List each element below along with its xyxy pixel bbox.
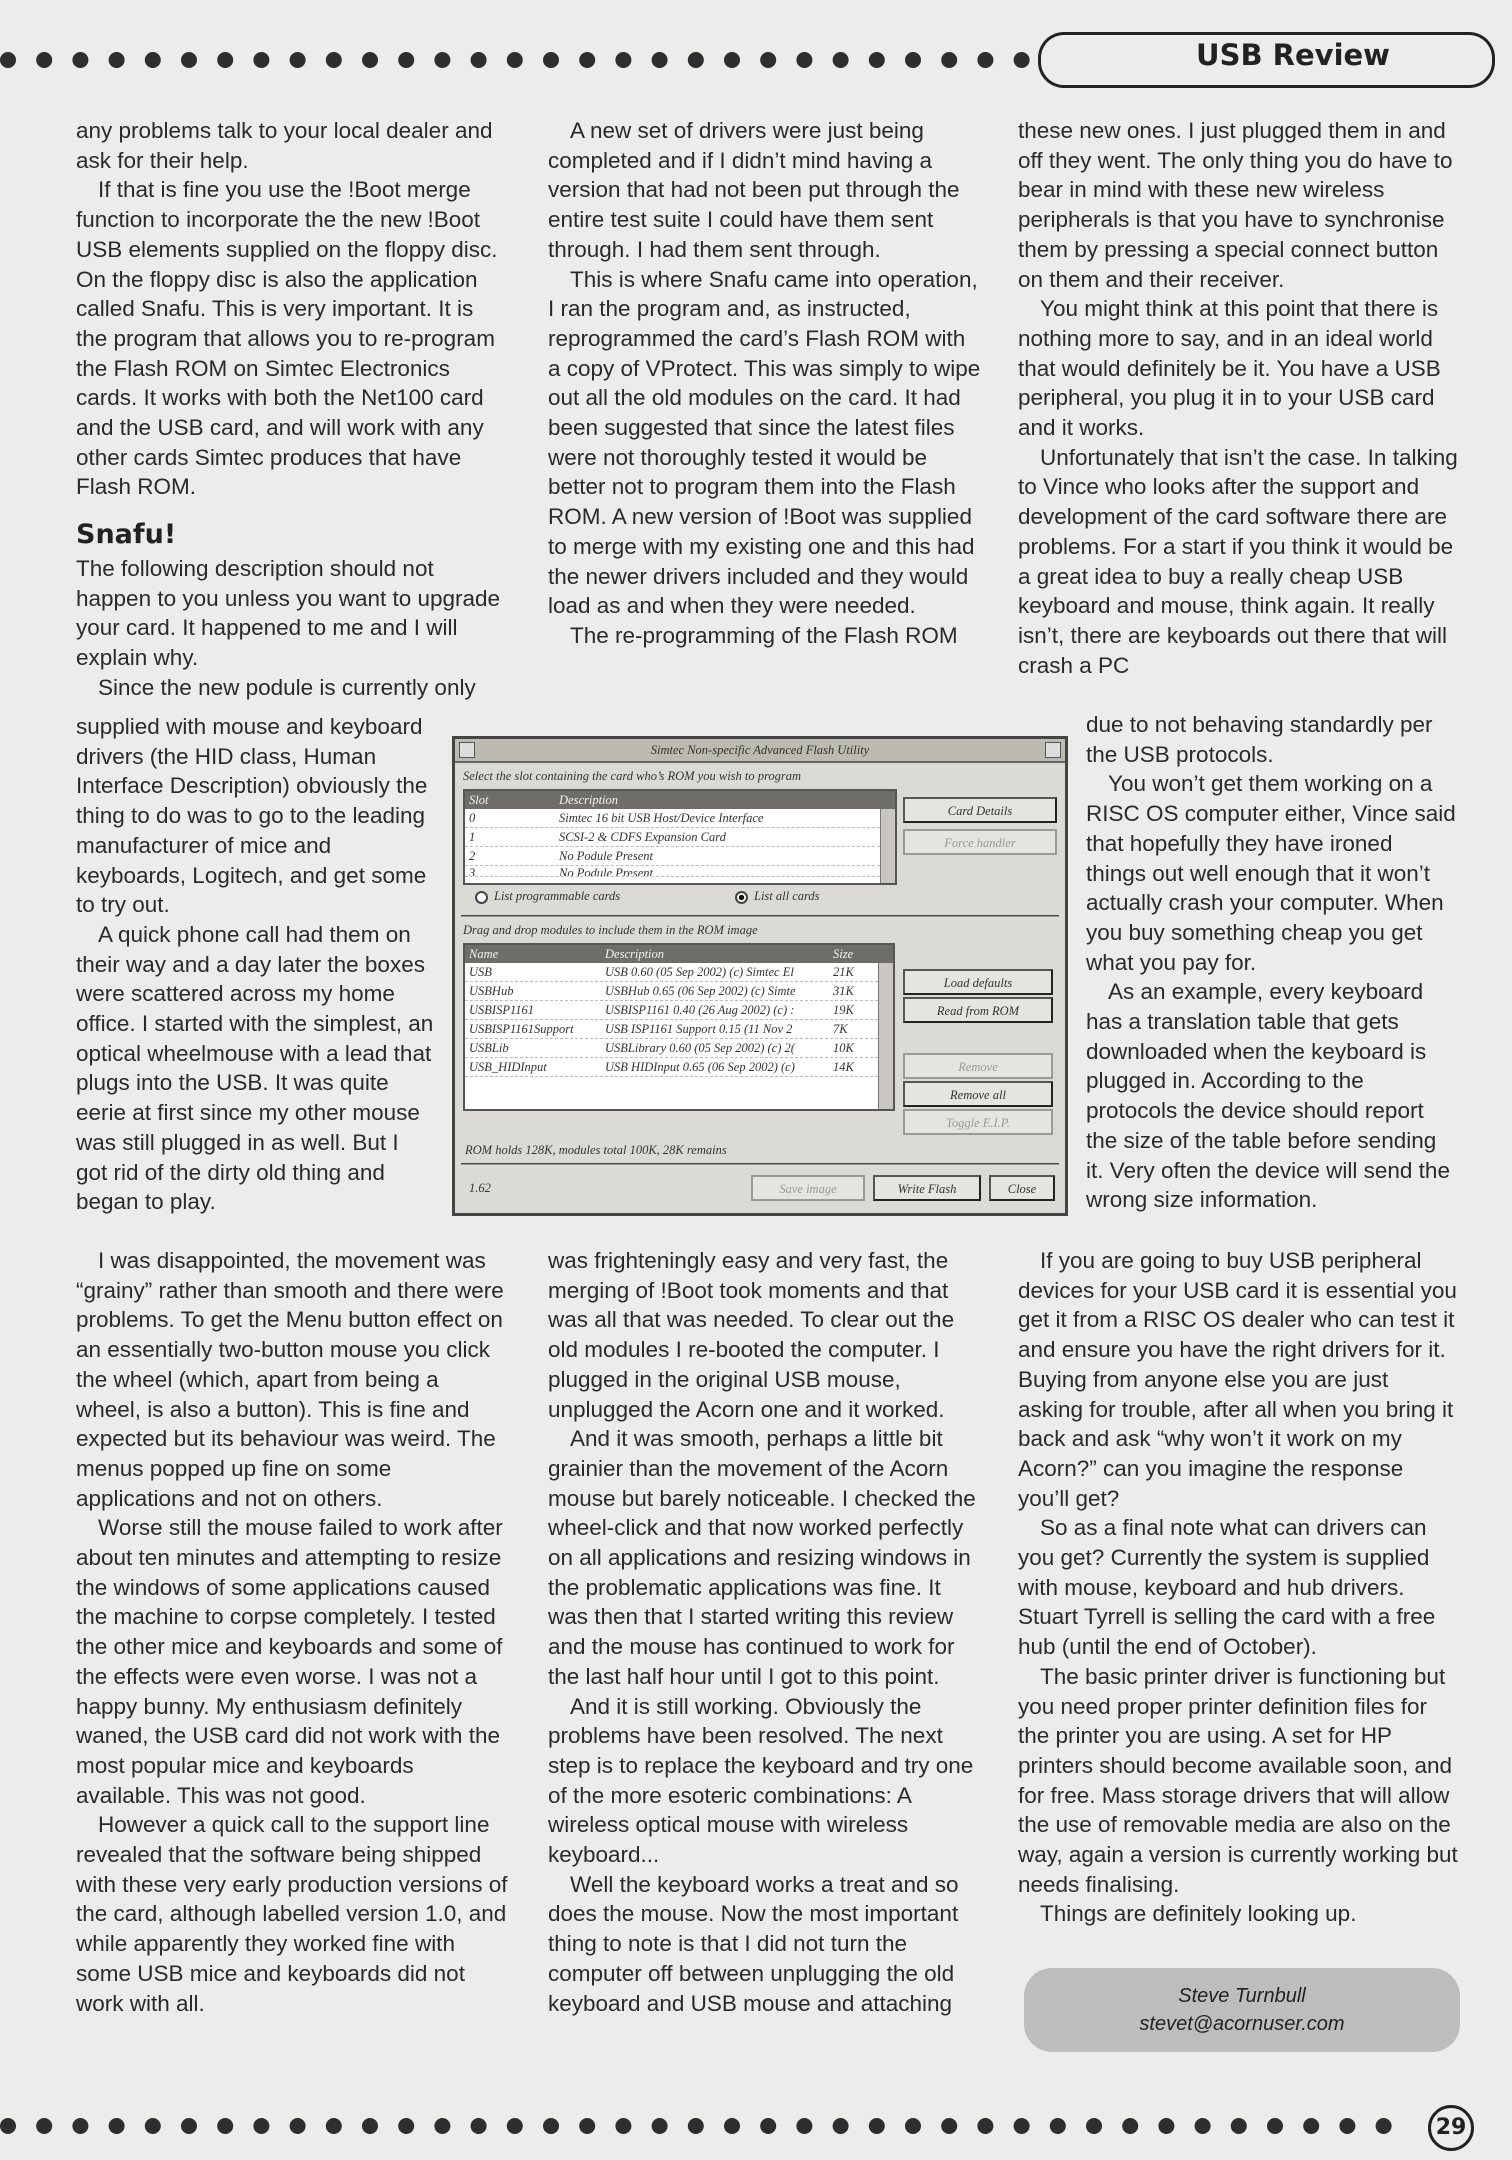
dot-ornament bbox=[833, 52, 849, 68]
dot-ornament bbox=[1050, 2118, 1066, 2134]
flash-utility-window bbox=[452, 736, 1068, 1216]
dot-ornament bbox=[615, 2118, 631, 2134]
radio-icon bbox=[475, 891, 488, 904]
section-heading: Snafu! bbox=[76, 519, 177, 551]
paragraph: Since the new podule is currently only bbox=[98, 674, 476, 700]
dot-ornament bbox=[1086, 2118, 1102, 2134]
table-row[interactable] bbox=[465, 828, 895, 847]
paragraph: This is where Snafu came into operation, I ran the program and, as instructed, reprogrammed the card’s Flash ROM with a copy of VProtect. This was simply to wipe out all the old modules on the card. It had been suggested that since the latest files were not thoroughly tested it would be better not to program them into the Flash ROM. A new version of !Boot was supplied to merge with my existing one and this had the newer drivers included and they would load as and when they were needed. bbox=[548, 266, 981, 619]
column-1-top bbox=[76, 116, 508, 702]
column-header: Slot bbox=[469, 793, 489, 807]
dot-ornament bbox=[1376, 2118, 1392, 2134]
module-desc-cell: USBLibrary 0.60 (05 Sep 2002) (c) 2( bbox=[605, 1041, 795, 1055]
column-2-bottom bbox=[548, 1246, 982, 2018]
dot-ornament bbox=[543, 52, 559, 68]
slot-table[interactable] bbox=[463, 789, 897, 885]
paragraph: any problems talk to your local dealer and ask for their help. bbox=[76, 118, 493, 173]
description-cell: Simtec 16 bit USB Host/Device Interface bbox=[559, 811, 764, 825]
dot-ornament bbox=[326, 2118, 342, 2134]
paragraph: And it is still working. Obviously the problems have been resolved. The next step is to replace the keyboard and try one of the more esoteric combinations: A wireless optical mouse with wireless keyboard... bbox=[548, 1693, 974, 1868]
divider bbox=[461, 915, 1059, 917]
module-desc-cell: USB 0.60 (05 Sep 2002) (c) Simtec El bbox=[605, 965, 794, 979]
dot-ornament bbox=[796, 2118, 812, 2134]
module-name-cell: USB bbox=[469, 965, 492, 979]
dot-ornament bbox=[652, 2118, 668, 2134]
dot-ornament bbox=[109, 2118, 125, 2134]
radio-all-cards[interactable] bbox=[735, 889, 820, 904]
column-header: Description bbox=[605, 947, 665, 961]
dot-ornament bbox=[398, 2118, 414, 2134]
select-slot-prompt: Select the slot containing the card who’s ROM you wish to program bbox=[463, 769, 802, 783]
paragraph: was frighteningly easy and very fast, the merging of !Boot took moments and that was all that was needed. To clear out the old modules I re-booted the computer. I plugged in the original USB mouse, unplugged the Acorn one and it worked. bbox=[548, 1248, 955, 1422]
table-row[interactable] bbox=[465, 1039, 893, 1058]
paragraph: The re-programming of the Flash ROM bbox=[570, 622, 958, 648]
card-details-button[interactable]: Card Details bbox=[903, 797, 1057, 823]
dot-ornament bbox=[471, 2118, 487, 2134]
module-name-cell: USBHub bbox=[469, 984, 514, 998]
bottom-dot-rule bbox=[0, 2116, 1512, 2136]
dot-ornament bbox=[760, 2118, 776, 2134]
dot-ornament bbox=[253, 2118, 269, 2134]
divider bbox=[461, 1163, 1059, 1165]
slot-cell: 1 bbox=[469, 830, 476, 844]
table-row[interactable] bbox=[465, 1020, 893, 1039]
paragraph: these new ones. I just plugged them in and off they went. The only thing you do have to bear in mind with these new wireless peripherals is that you have to synchronise them by pressing a special connect button on them and their receiver. bbox=[1018, 118, 1453, 292]
slot-cell: 3 bbox=[469, 866, 476, 877]
dot-ornament bbox=[1158, 2118, 1174, 2134]
dot-ornament bbox=[1339, 2118, 1355, 2134]
paragraph: You won’t get them working on a RISC OS computer either, Vince said that hopefully they have ironed things out well enough that it won’t actually crash your computer. When you buy something cheap you get what you pay for. bbox=[1086, 771, 1456, 975]
slot-scrollbar[interactable] bbox=[880, 809, 895, 883]
paragraph: A quick phone call had them on their way and a day later the boxes were scattered across my home office. I started with the simplest, an optical wheelmouse with a lead that plugs into the USB. It was quite eerie at first since my other mouse was still plugged in as well. But I got rid of the dirty old thing and began to play. bbox=[76, 921, 434, 1215]
radio-label: List all cards bbox=[754, 889, 820, 903]
radio-selected-icon bbox=[735, 891, 748, 904]
module-size-cell: 14K bbox=[833, 1060, 854, 1074]
paragraph: Things are definitely looking up. bbox=[1040, 1901, 1357, 1927]
toggle-eip-button[interactable]: Toggle E.I.P. bbox=[903, 1109, 1053, 1135]
dot-ornament bbox=[362, 52, 378, 68]
paragraph: And it was smooth, perhaps a little bit grainier than the movement of the Acorn mouse but barely noticeable. I checked the wheel-click and that now worked perfectly on all applications and resizing windows in the problematic applications was fine. It was then that I started writing this review and the mouse has continued to work for the last half hour until I got to this point. bbox=[548, 1426, 976, 1689]
paragraph: So as a final note what can drivers can you get? Currently the system is supplied with mouse, keyboard and hub drivers. Stuart Tyrrell is selling the card with a free hub (until the end of October). bbox=[1018, 1515, 1436, 1660]
radio-programmable-cards[interactable] bbox=[475, 889, 620, 904]
description-cell: SCSI-2 & CDFS Expansion Card bbox=[559, 830, 726, 844]
load-defaults-button[interactable]: Load defaults bbox=[903, 969, 1053, 995]
dot-ornament bbox=[543, 2118, 559, 2134]
dot-ornament bbox=[977, 52, 993, 68]
dot-ornament bbox=[471, 52, 487, 68]
paragraph: As an example, every keyboard has a translation table that gets downloaded when the keyboard is plugged in. According to the protocols the device should report the size of the table before sending it. Very often the device will send the wrong size information. bbox=[1086, 979, 1450, 1213]
dot-ornament bbox=[796, 52, 812, 68]
window-title-bar[interactable] bbox=[455, 739, 1065, 763]
paragraph: You might think at this point that there is nothing more to say, and in an ideal world that would definitely be it. You have a USB peripheral, you plug it in to your USB card and it works. bbox=[1018, 296, 1441, 441]
module-desc-cell: USB HIDInput 0.65 (06 Sep 2002) (c) bbox=[605, 1060, 795, 1074]
module-size-cell: 10K bbox=[833, 1041, 854, 1055]
paragraph: due to not behaving standardly per the USB protocols. bbox=[1086, 712, 1433, 767]
dot-ornament bbox=[977, 2118, 993, 2134]
window-title: Simtec Non-specific Advanced Flash Utility bbox=[650, 743, 870, 757]
save-image-button[interactable]: Save image bbox=[751, 1175, 865, 1201]
paragraph: supplied with mouse and keyboard drivers (the HID class, Human Interface Description) obviously the thing to do was to go to the leading manufacturer of mice and keyboards, Logitech, and get some to try out. bbox=[76, 714, 428, 918]
dot-ornament bbox=[724, 2118, 740, 2134]
dot-ornament bbox=[507, 2118, 523, 2134]
dot-ornament bbox=[326, 52, 342, 68]
paragraph: Unfortunately that isn’t the case. In talking to Vince who looks after the support and development of the card software there are problems. For a start if you think it would be a great idea to buy a really cheap USB keyboard and mouse, think again. It really isn’t, there are keyboards out there that will crash a PC bbox=[1018, 444, 1458, 678]
dot-ornament bbox=[0, 2118, 16, 2134]
remove-button[interactable]: Remove bbox=[903, 1053, 1053, 1079]
table-row[interactable] bbox=[465, 963, 893, 982]
dot-ornament bbox=[72, 2118, 88, 2134]
dot-ornament bbox=[579, 2118, 595, 2134]
dot-ornament bbox=[1122, 2118, 1138, 2134]
dot-ornament bbox=[72, 52, 88, 68]
column-3-wrap bbox=[1086, 710, 1458, 1215]
slot-cell: 0 bbox=[469, 811, 476, 825]
version-label: 1.62 bbox=[469, 1181, 491, 1195]
dot-ornament bbox=[145, 52, 161, 68]
page-number: 29 bbox=[1428, 2105, 1474, 2151]
dot-ornament bbox=[652, 52, 668, 68]
read-from-rom-button[interactable]: Read from ROM bbox=[903, 997, 1053, 1023]
dot-ornament bbox=[724, 52, 740, 68]
dot-ornament bbox=[905, 2118, 921, 2134]
toggle-size-icon[interactable] bbox=[1045, 742, 1061, 758]
dot-ornament bbox=[398, 52, 414, 68]
module-table[interactable] bbox=[463, 943, 895, 1111]
table-row[interactable] bbox=[465, 847, 895, 866]
module-name-cell: USBISP1161 bbox=[469, 1003, 535, 1017]
dot-ornament bbox=[181, 52, 197, 68]
paragraph: The basic printer driver is functioning but you need proper printer definition files for the printer you are using. A set for HP printers should become available soon, and for free. Mass storage drivers that will allow the use of removable media are also on the way, again a version is currently working but needs finalising. bbox=[1018, 1663, 1458, 1897]
paragraph: Well the keyboard works a treat and so does the mouse. Now the most important thing to note is that I did not turn the computer off between unplugging the old keyboard and USB mouse and attaching bbox=[548, 1871, 959, 2016]
module-desc-cell: USBISP1161 0.40 (26 Aug 2002) (c) : bbox=[605, 1003, 795, 1017]
dot-ornament bbox=[579, 52, 595, 68]
column-1-wrap bbox=[76, 712, 436, 1217]
dot-ornament bbox=[434, 52, 450, 68]
paragraph: Worse still the mouse failed to work after about ten minutes and attempting to resize the windows of some applications caused the machine to corpse completely. I tested the other mice and keyboards and some of the effects were even worse. I was not a happy bunny. My enthusiasm definitely waned, the USB card did not work with the most popular mice and keyboards available. This was not good. bbox=[76, 1515, 503, 1808]
module-size-cell: 31K bbox=[833, 984, 854, 998]
dot-ornament bbox=[905, 52, 921, 68]
dot-ornament bbox=[362, 2118, 378, 2134]
dot-ornament bbox=[181, 2118, 197, 2134]
module-size-cell: 7K bbox=[833, 1022, 848, 1036]
column-1-bottom bbox=[76, 1246, 508, 2018]
module-name-cell: USB_HIDInput bbox=[469, 1060, 547, 1074]
dot-ornament bbox=[1014, 2118, 1030, 2134]
table-row[interactable] bbox=[465, 1058, 893, 1077]
column-header: Name bbox=[469, 947, 499, 961]
dot-ornament bbox=[833, 2118, 849, 2134]
paragraph: If you are going to buy USB peripheral devices for your USB card it is essential you get it from a RISC OS dealer who can test it and ensure you have the right drivers for it. Buying from anyone else you are just asking for trouble, after all when you bring it back and ask “why won’t it work on my Acorn?” can you imagine the response you’ll get? bbox=[1018, 1248, 1457, 1511]
dot-ornament bbox=[290, 52, 306, 68]
dot-ornament bbox=[290, 2118, 306, 2134]
paragraph: The following description should not happen to you unless you want to upgrade your card. It happened to me and I will explain why. bbox=[76, 555, 501, 670]
dot-ornament bbox=[760, 52, 776, 68]
remove-all-button[interactable]: Remove all bbox=[903, 1081, 1053, 1107]
dot-ornament bbox=[217, 2118, 233, 2134]
paragraph: If that is fine you use the !Boot merge function to incorporate the the new !Boot USB elements supplied on the floppy disc. On the floppy disc is also the application called Snafu. This is very important. It is the program that allows you to re-program the Flash ROM on Simtec Electronics cards. It works with both the Net100 card and the USB card, and will work with any other cards Simtec produces that have Flash ROM. bbox=[76, 177, 498, 500]
module-size-cell: 19K bbox=[833, 1003, 854, 1017]
column-header: Size bbox=[833, 947, 854, 961]
column-header: Description bbox=[559, 793, 619, 807]
module-name-cell: USBISP1161Support bbox=[469, 1022, 574, 1036]
column-2-top bbox=[548, 116, 982, 651]
author-email[interactable]: stevet@acornuser.com bbox=[1139, 2013, 1345, 2035]
dot-ornament bbox=[0, 52, 16, 68]
force-handler-button[interactable]: Force handler bbox=[903, 829, 1057, 855]
paragraph: I was disappointed, the movement was “grainy” rather than smooth and there were problems. To get the Menu button effect on an essentially two-button mouse you click the wheel (which, apart from being a wheel, is also a button). This is fine and expected but its behaviour was weird. The menus popped up fine on some applications and not on others. bbox=[76, 1248, 504, 1511]
dot-ornament bbox=[36, 52, 52, 68]
description-cell: No Podule Present bbox=[559, 866, 653, 877]
dot-ornament bbox=[1303, 2118, 1319, 2134]
slot-cell: 2 bbox=[469, 849, 476, 863]
table-row[interactable] bbox=[465, 982, 893, 1001]
dot-ornament bbox=[688, 52, 704, 68]
close-button[interactable]: Close bbox=[989, 1175, 1055, 1201]
dot-ornament bbox=[507, 52, 523, 68]
column-3-top bbox=[1018, 116, 1458, 680]
drag-drop-prompt: Drag and drop modules to include them in the ROM image bbox=[463, 923, 758, 937]
module-name-cell: USBLib bbox=[469, 1041, 509, 1055]
dot-ornament bbox=[869, 2118, 885, 2134]
dot-ornament bbox=[36, 2118, 52, 2134]
dot-ornament bbox=[434, 2118, 450, 2134]
author-name: Steve Turnbull bbox=[1178, 1985, 1306, 2007]
paragraph: A new set of drivers were just being completed and if I didn’t mind having a version that had not been put through the entire test suite I could have them sent through. I had them sent through. bbox=[548, 118, 960, 262]
dot-ornament bbox=[1014, 52, 1030, 68]
section-title: USB Review bbox=[1196, 38, 1390, 72]
dot-ornament bbox=[615, 52, 631, 68]
module-size-cell: 21K bbox=[833, 965, 854, 979]
dot-ornament bbox=[145, 2118, 161, 2134]
rom-status-text: ROM holds 128K, modules total 100K, 28K remains bbox=[465, 1143, 727, 1157]
dot-ornament bbox=[869, 52, 885, 68]
module-desc-cell: USBHub 0.65 (06 Sep 2002) (c) Simte bbox=[605, 984, 796, 998]
write-flash-button[interactable]: Write Flash bbox=[873, 1175, 981, 1201]
column-3-bottom bbox=[1018, 1246, 1458, 1929]
dot-ornament bbox=[1231, 2118, 1247, 2134]
paragraph: However a quick call to the support line revealed that the software being shipped with these very early production versions of the card, although labelled version 1.0, and while apparently they worked fine with some USB mice and keyboards did not work with all. bbox=[76, 1812, 508, 2016]
module-desc-cell: USB ISP1161 Support 0.15 (11 Nov 2 bbox=[605, 1022, 793, 1036]
dot-ornament bbox=[253, 52, 269, 68]
radio-label: List programmable cards bbox=[494, 889, 621, 903]
close-icon[interactable] bbox=[459, 742, 475, 758]
module-scrollbar[interactable] bbox=[878, 963, 893, 1109]
dot-ornament bbox=[688, 2118, 704, 2134]
dot-ornament bbox=[1195, 2118, 1211, 2134]
dot-ornament bbox=[1267, 2118, 1283, 2134]
dot-ornament bbox=[109, 52, 125, 68]
description-cell: No Podule Present bbox=[559, 849, 653, 863]
table-row[interactable] bbox=[465, 866, 895, 877]
author-byline bbox=[1024, 1968, 1460, 2052]
dot-ornament bbox=[941, 52, 957, 68]
dot-ornament bbox=[217, 52, 233, 68]
table-row[interactable] bbox=[465, 809, 895, 828]
dot-ornament bbox=[941, 2118, 957, 2134]
table-row[interactable] bbox=[465, 1001, 893, 1020]
